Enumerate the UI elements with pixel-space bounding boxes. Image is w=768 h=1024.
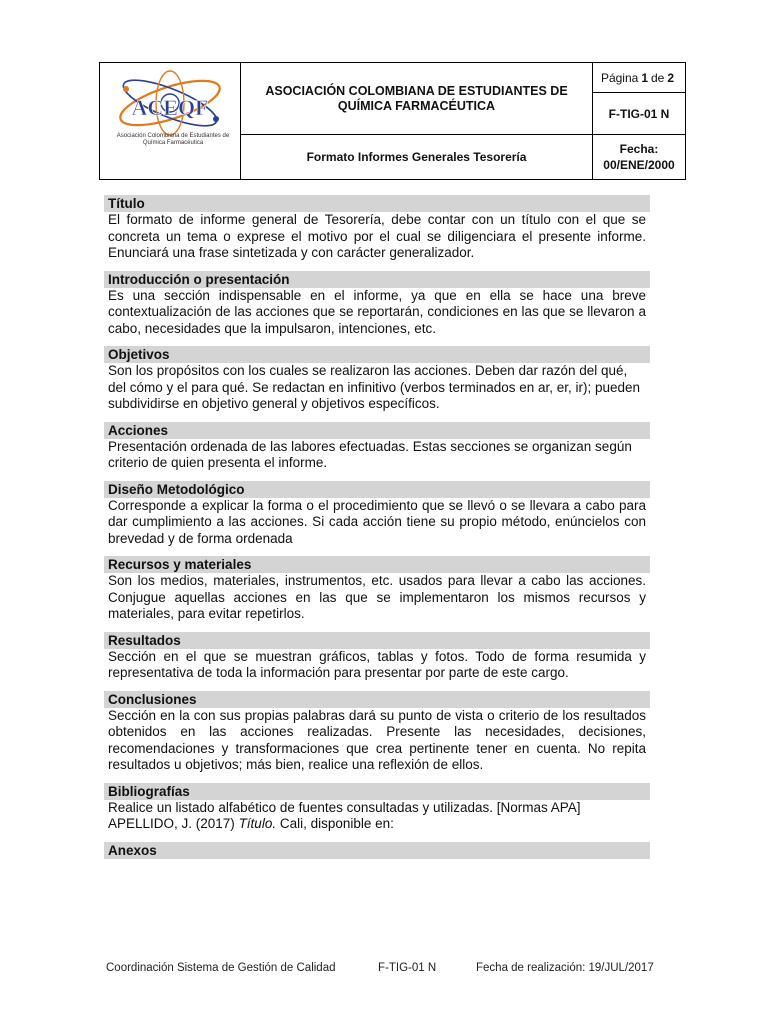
page-label: Página <box>600 70 639 85</box>
section-heading: Acciones <box>104 422 650 439</box>
section-text: Presentación ordenada de las labores efectuadas. Estas secciones se organizan según criterio de quien presenta el informe. <box>108 438 632 470</box>
section-text: Son los propósitos con los cuales se realizaron las acciones. Deben dar razón del qué, del cómo y el para qué. Se redactan en infinitivo (verbos terminados en ar, er, ir); pueden subdividirse en objetivo general y objetivos específicos. <box>108 363 641 411</box>
section-text: Es una sección indispensable en el informe, ya que en ella se hace una breve contextualización de las acciones que se reportarán, condiciones en las que se llevaron a cabo, necesidades que la impulsaron, intenciones, etc. <box>108 287 646 336</box>
organization-name: ASOCIACIÓN COLOMBIANA DE ESTUDIANTES DE QUÍMICA FARMACÉUTICA <box>241 63 593 135</box>
logo-cell <box>100 63 241 179</box>
section-heading: Objetivos <box>104 346 650 363</box>
section-text: Sección en la con sus propias palabras dará su punto de vista o criterio de los resultados obtenidos en las acciones realizadas. Presente las necesidades, decisiones, recomendaciones y transformaciones que crea pertinente tener en cuenta. No repita resultados u objetivos; más bien, realice una reflexión de ellos. <box>108 707 646 772</box>
footer-organization: Coordinación Sistema de Gestión de Calidad <box>106 962 336 974</box>
page-number: 1 <box>641 70 648 85</box>
section-text: El formato de informe general de Tesorería, debe contar con un título con el que se concreta un tema o exprese el motivo por el cual se diligenciara el presente informe. Enunciará una frase sintetizada y con carácter generalizador. <box>108 212 646 260</box>
section-anexos <box>104 842 650 859</box>
document-header <box>99 62 686 180</box>
footer-code: F-TIG-01 N <box>378 962 437 974</box>
section-text: Corresponde a explicar la forma o el procedimiento que se llevó o se llevara a cabo para dar cumplimiento a las acciones. Si cada acción tiene su propio método, enúncielos con brevedad y de forma ordenada <box>108 497 646 546</box>
format-name: Formato Informes Generales Tesorería <box>241 135 593 179</box>
aceqf-logo <box>108 69 233 137</box>
section-heading: Título <box>104 195 650 212</box>
footer-date: Fecha de realización: 19/JUL/2017 <box>476 962 654 974</box>
date-label: Fecha: <box>619 142 659 156</box>
date-block <box>593 135 685 179</box>
document-code: F-TIG-01 N <box>593 93 685 135</box>
section-heading: Diseño Metodológico <box>104 481 650 498</box>
section-resultados <box>104 632 650 682</box>
section-heading: Resultados <box>104 632 650 649</box>
section-objetivos <box>104 346 650 413</box>
section-heading: Recursos y materiales <box>104 556 650 573</box>
citation-example: APELLIDO, J. (2017) Título. Cali, disponible en: <box>108 816 394 831</box>
section-introduccion <box>104 271 650 338</box>
section-text: Realice un listado alfabético de fuentes consultadas y utilizadas. [Normas APA] APELLIDO, J. (2017) Título. Cali, disponible en: <box>104 800 650 833</box>
section-titulo <box>104 195 650 262</box>
section-heading: Conclusiones <box>104 691 650 708</box>
logo-wordmark: ACEQF <box>131 95 209 120</box>
logo-tagline: Asociación Colombiana de Estudiantes de Química Farmacéutica <box>116 133 230 146</box>
section-text: Son los medios, materiales, instrumentos, etc. usados para llevar a cabo las acciones. Conjugue aquellas acciones en las que se implementaron los mismos recursos y materiales, para evitar repetirlos. <box>108 573 646 621</box>
section-heading: Introducción o presentación <box>104 271 650 288</box>
page-of: de <box>651 70 665 85</box>
section-text: Sección en el que se muestran gráficos, tablas y fotos. Todo de forma resumida y representativa de toda la información para presentar por parte de este cargo. <box>108 648 646 680</box>
document-body <box>104 195 650 868</box>
section-acciones <box>104 422 650 472</box>
section-recursos <box>104 556 650 623</box>
page-total: 2 <box>667 70 675 85</box>
page-indicator <box>593 63 685 93</box>
section-heading: Bibliografías <box>104 783 650 800</box>
date-value: 00/ENE/2000 <box>603 158 675 172</box>
section-heading: Anexos <box>104 842 650 859</box>
section-diseno-metodologico <box>104 481 650 548</box>
section-bibliografias <box>104 783 650 833</box>
section-conclusiones <box>104 691 650 774</box>
